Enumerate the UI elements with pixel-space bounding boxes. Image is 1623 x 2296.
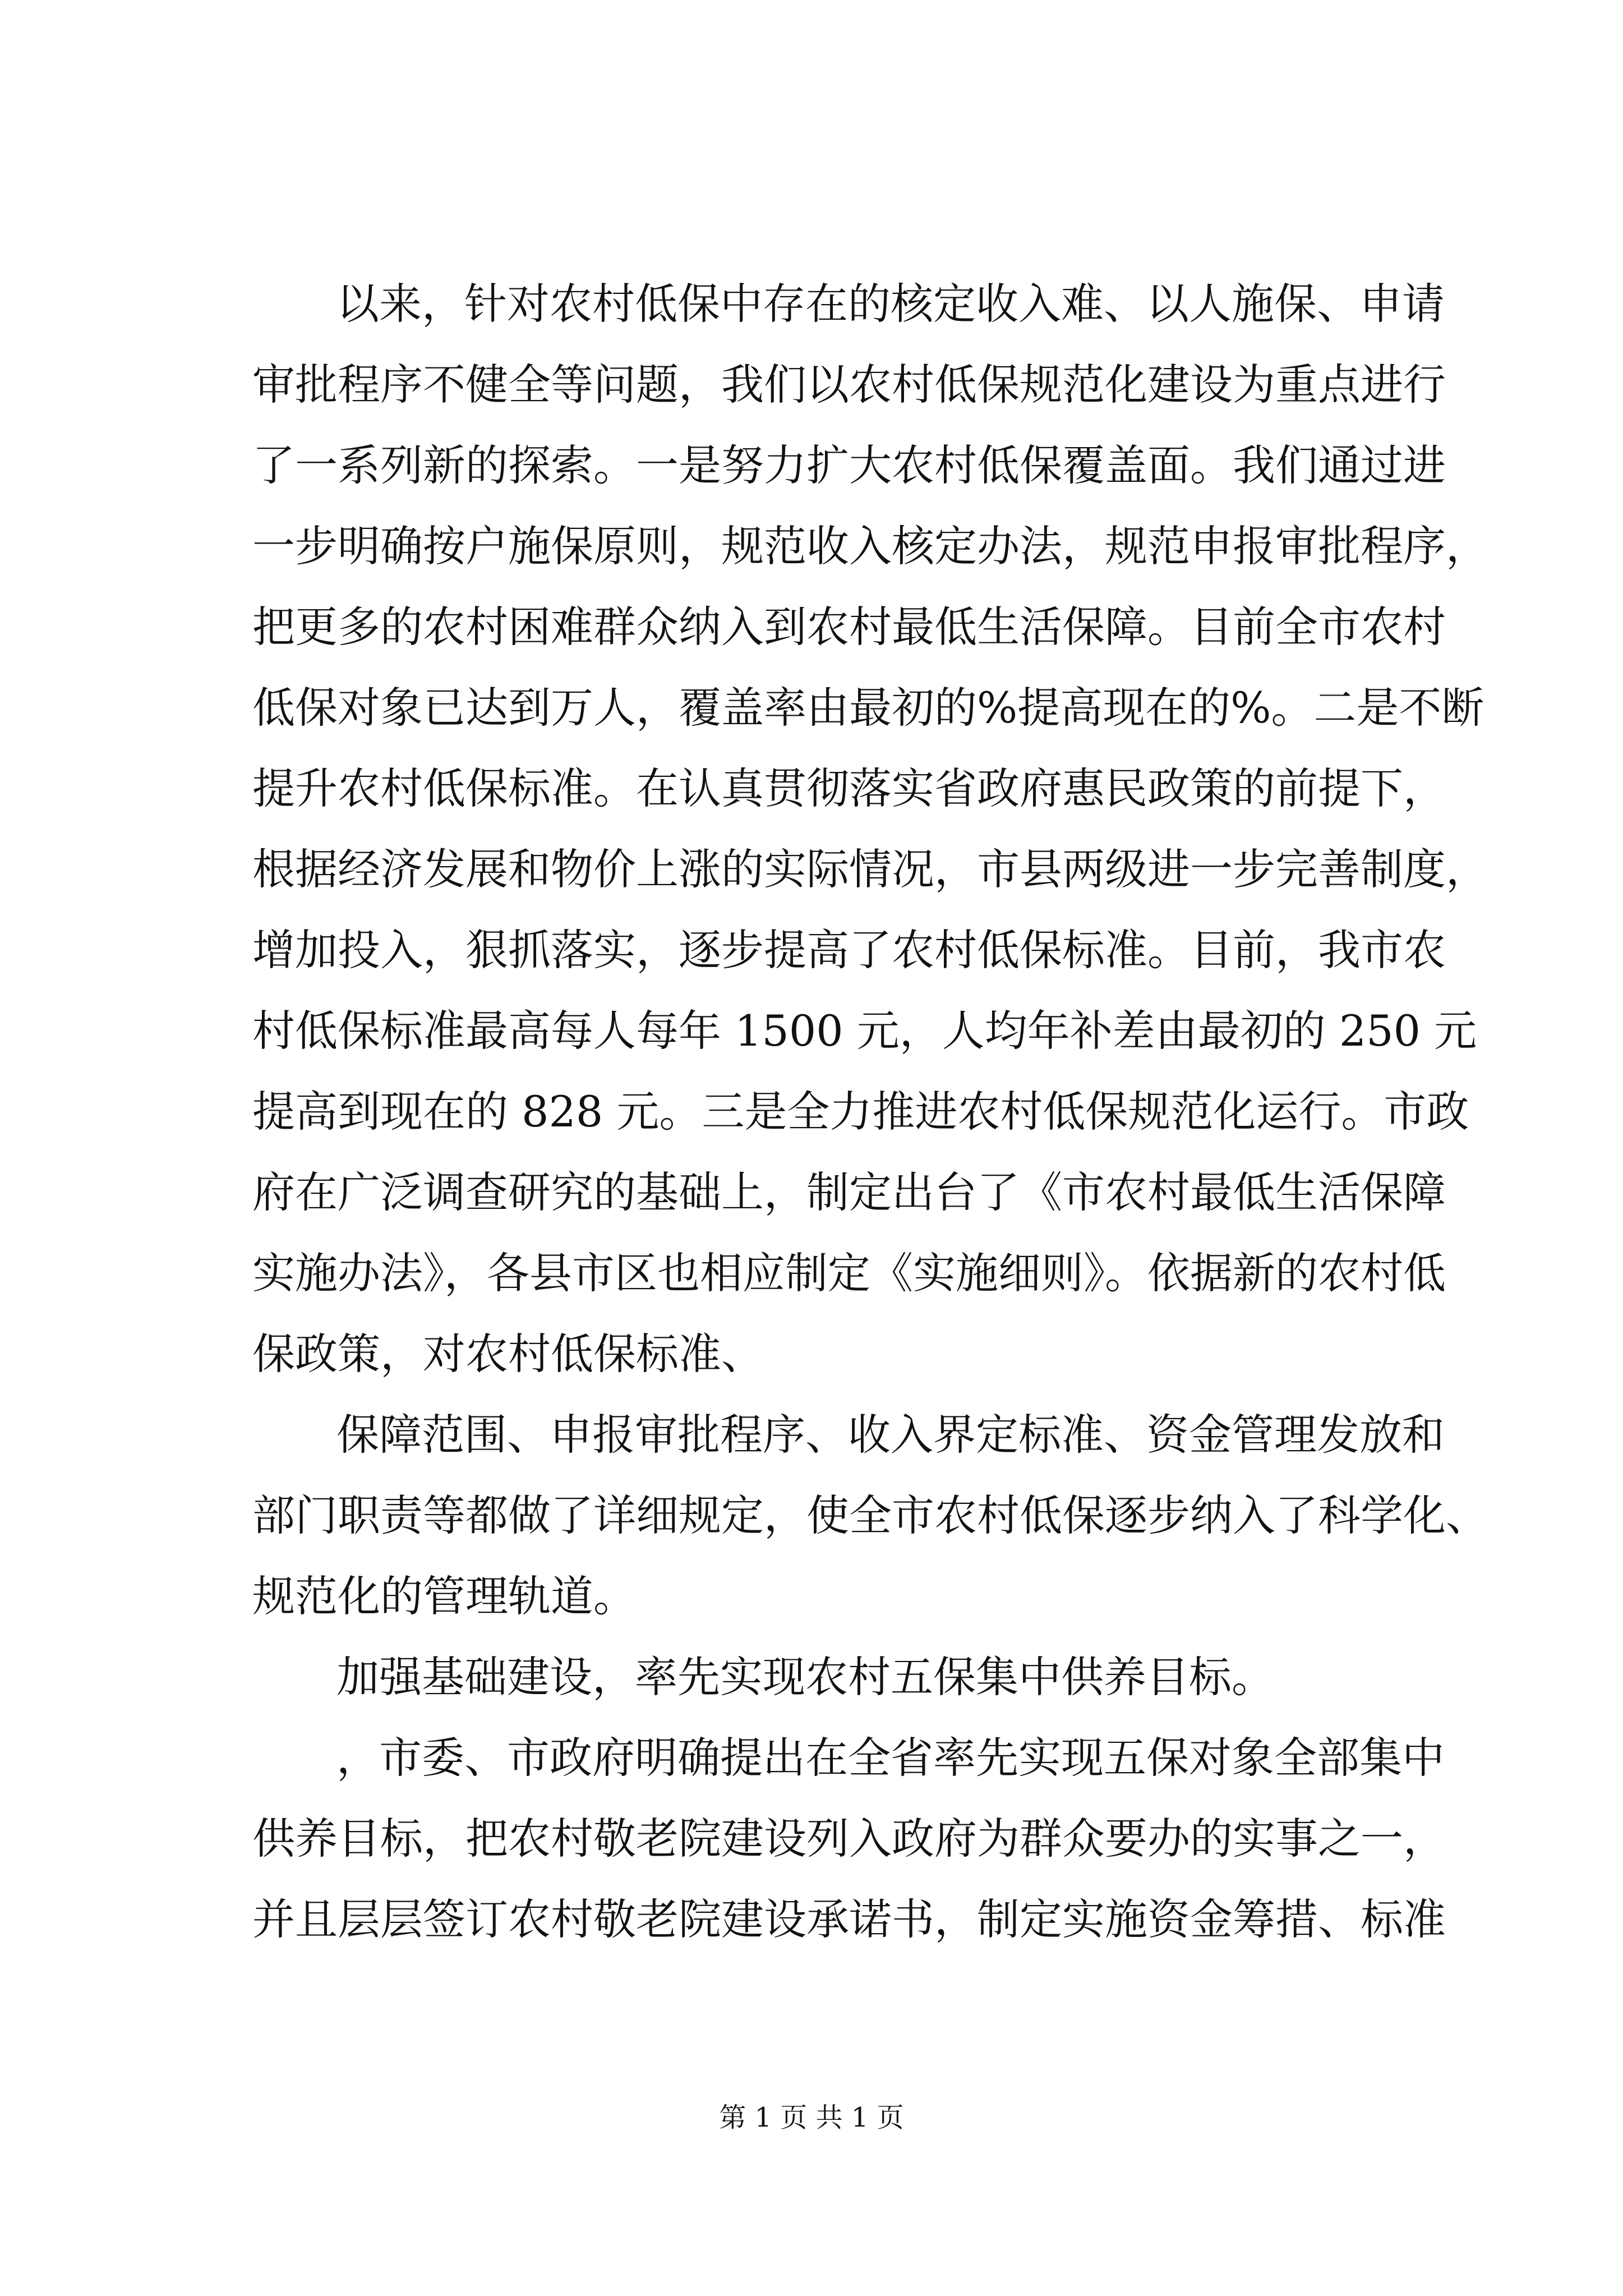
section-heading: 加强基础建设，率先实现农村五保集中供养目标。	[336, 1652, 1274, 1702]
paragraph-line: ，市委、市政府明确提出在全省率先实现五保对象全部集中	[336, 1733, 1445, 1783]
paragraph-line: 增加投入，狠抓落实，逐步提高了农村低保标准。目前，我市农	[252, 925, 1446, 975]
paragraph-line: 以来，针对农村低保中存在的核定收入难、以人施保、申请	[336, 279, 1445, 329]
paragraph-line: 把更多的农村困难群众纳入到农村最低生活保障。目前全市农村	[252, 602, 1446, 652]
paragraph-line: 并且层层签订农村敬老院建设承诺书，制定实施资金筹措、标准	[252, 1894, 1446, 1944]
paragraph-line: 部门职责等都做了详细规定，使全市农村低保逐步纳入了科学化、	[252, 1490, 1488, 1540]
paragraph-line: 规范化的管理轨道。	[252, 1571, 636, 1621]
document-body	[252, 264, 1488, 1960]
paragraph-line: 低保对象已达到万人，覆盖率由最初的%提高现在的%。二是不断	[252, 683, 1484, 733]
paragraph-line: 村低保标准最高每人每年 1500 元，人均年补差由最初的 250 元	[252, 1006, 1477, 1056]
page-footer: 第 1 页 共 1 页	[719, 2102, 904, 2133]
paragraph-line: 审批程序不健全等问题，我们以农村低保规范化建设为重点进行	[252, 360, 1446, 409]
paragraph-line: 了一系列新的探索。一是努力扩大农村低保覆盖面。我们通过进	[252, 440, 1446, 490]
paragraph-line: 提高到现在的 828 元。三是全力推进农村低保规范化运行。市政	[252, 1087, 1469, 1137]
paragraph-line: 根据经济发展和物价上涨的实际情况，市县两级进一步完善制度，	[252, 844, 1488, 894]
paragraph-line: 府在广泛调查研究的基础上，制定出台了《市农村最低生活保障	[252, 1167, 1446, 1217]
paragraph-line: 实施办法》，各县市区也相应制定《实施细则》。依据新的农村低	[252, 1248, 1446, 1298]
paragraph-line: 一步明确按户施保原则，规范收入核定办法，规范申报审批程序，	[252, 521, 1488, 571]
paragraph-line: 保障范围、申报审批程序、收入界定标准、资金管理发放和	[336, 1410, 1445, 1460]
paragraph-line: 保政策，对农村低保标准、	[252, 1329, 764, 1379]
paragraph-line: 提升农村低保标准。在认真贯彻落实省政府惠民政策的前提下，	[252, 763, 1446, 813]
paragraph-line: 供养目标，把农村敬老院建设列入政府为群众要办的实事之一，	[252, 1814, 1446, 1864]
